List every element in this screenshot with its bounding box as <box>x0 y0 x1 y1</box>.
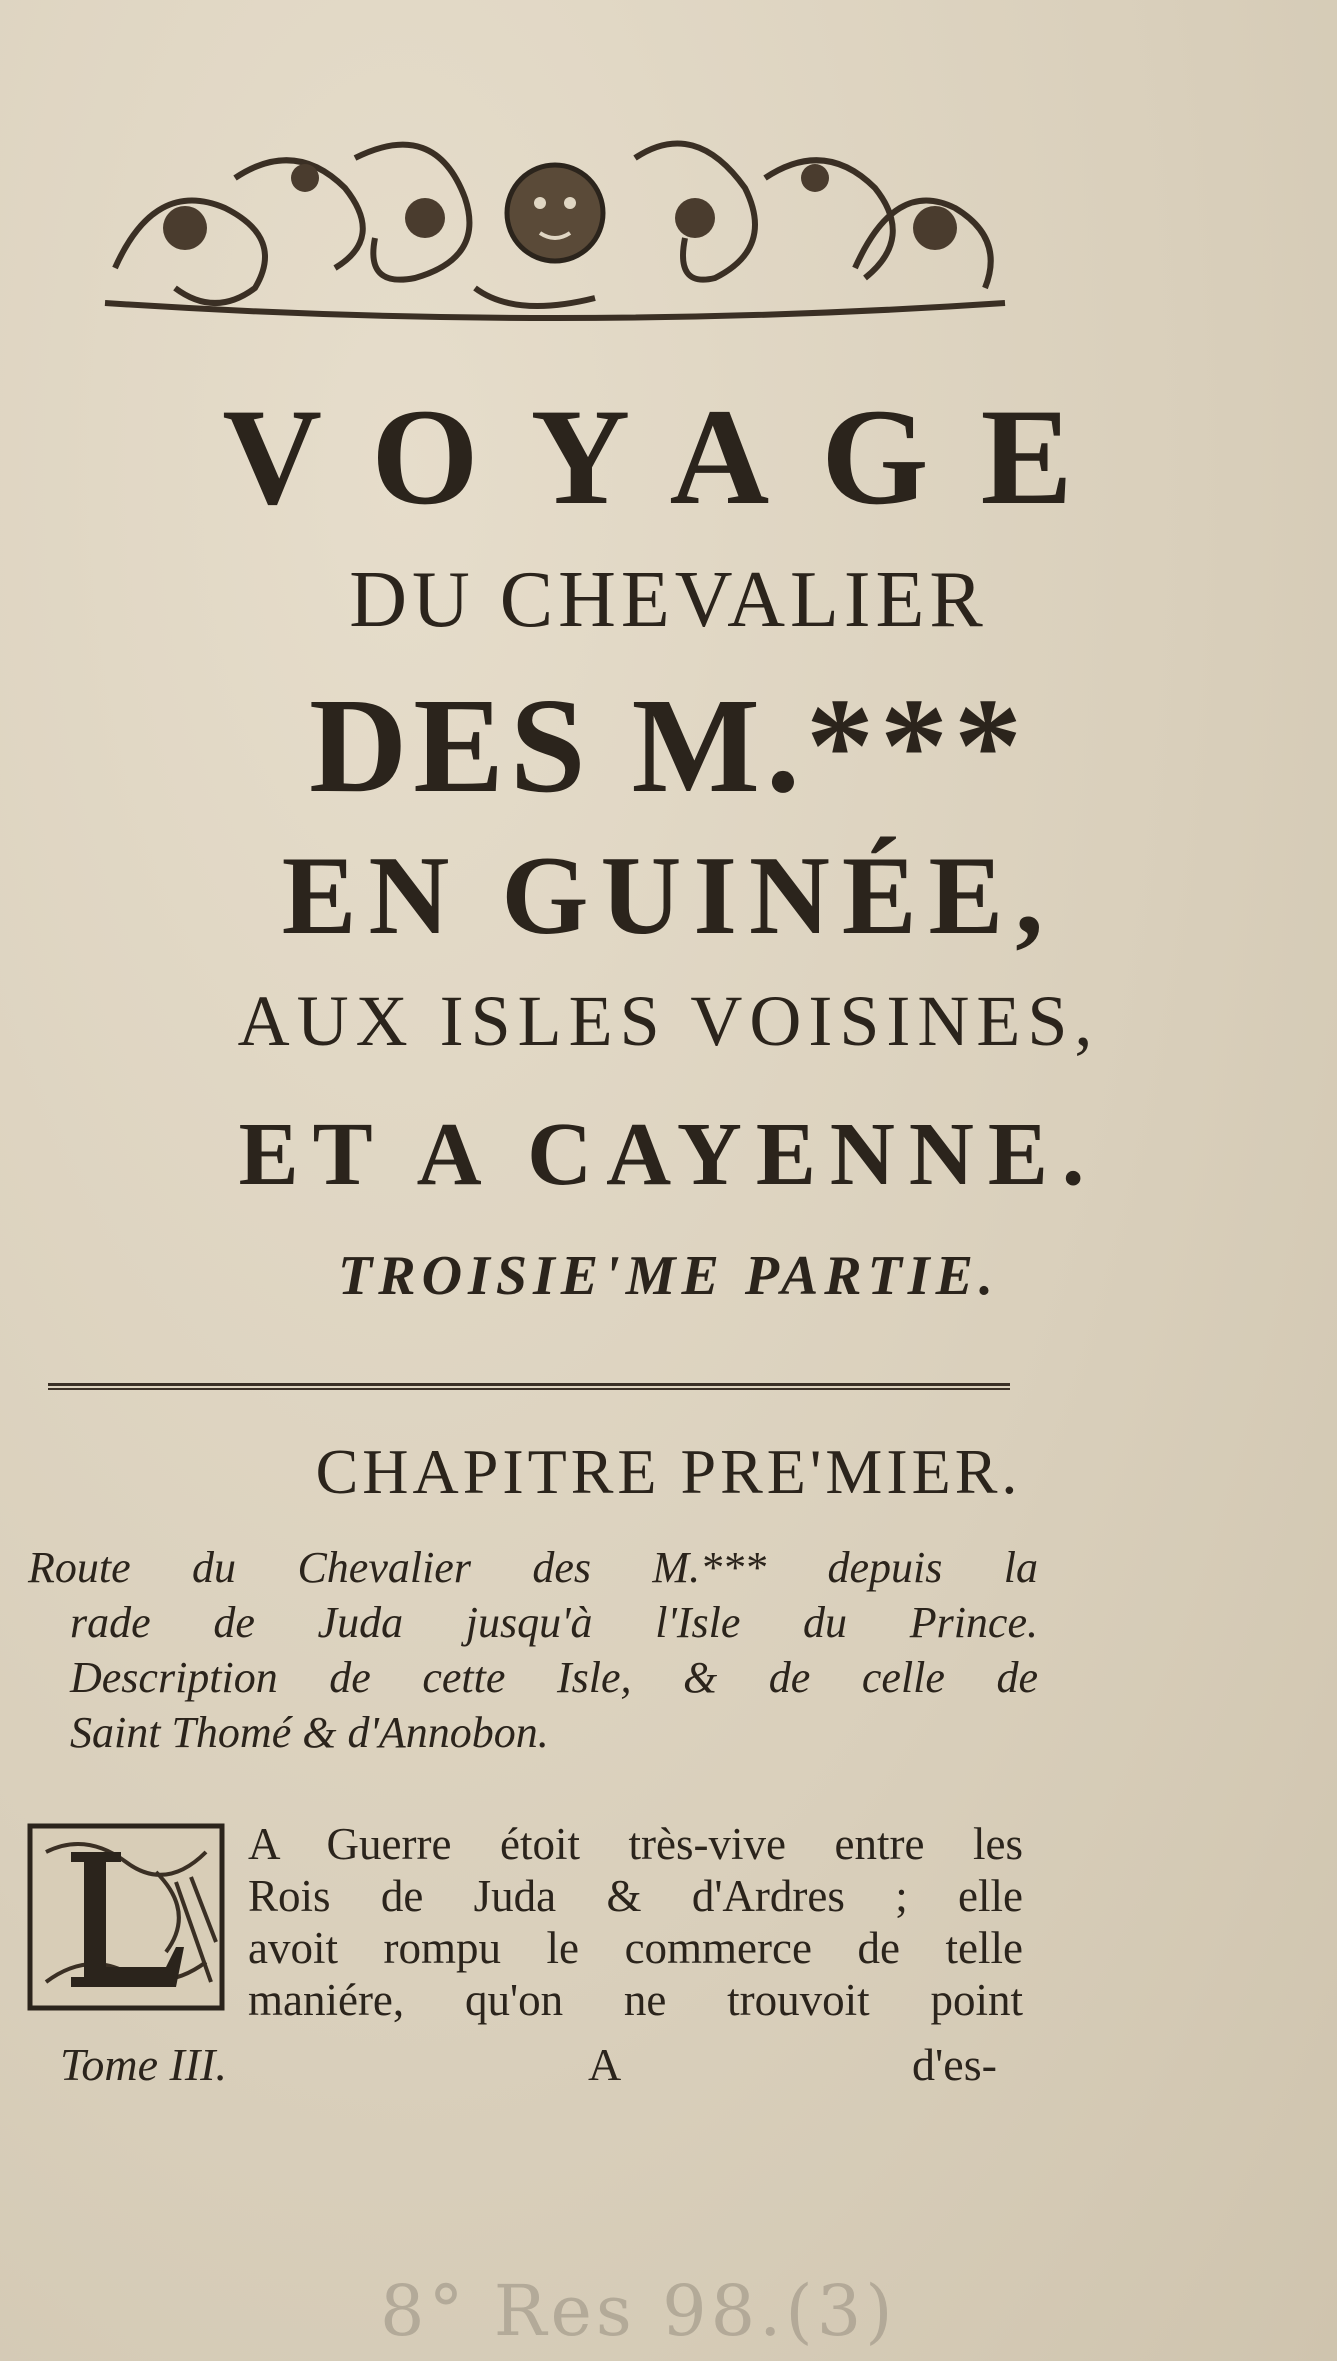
body-paragraph <box>248 1818 1023 2026</box>
chapter-heading: CHAPITRE PRE'MIER. <box>315 1436 1022 1507</box>
title-line-et-a-cayenne: ET A CAYENNE. <box>238 1105 1099 1204</box>
library-shelfmark: 8° Res 98.(3) <box>380 2270 897 2352</box>
title-line-des-m: DES M.*** <box>309 671 1028 821</box>
catchword: d'es- <box>912 2039 997 2090</box>
title-line-aux-isles: AUX ISLES VOISINES, <box>237 981 1100 1061</box>
summary-line: rade de Juda jusqu'à l'Isle du Prince. <box>70 1598 1038 1647</box>
chapter-summary <box>28 1540 1038 1760</box>
title-line-voyage: VOYAGE <box>222 380 1125 533</box>
summary-line: Route du Chevalier des M.*** depuis la <box>28 1543 1038 1592</box>
part-title: TROISIE'ME PARTIE. <box>338 1245 999 1307</box>
body-line: maniére, qu'on ne trouvoit point <box>248 1975 1023 2025</box>
title-line-en-guinee: EN GUINÉE, <box>281 834 1056 958</box>
body-line: avoit rompu le commerce de telle <box>248 1923 1023 1973</box>
body-line: A Guerre étoit très-vive entre les <box>248 1819 1023 1869</box>
decorated-initial-L-icon <box>26 1822 226 2012</box>
volume-number: Tome III. <box>60 2039 227 2090</box>
body-line: Rois de Juda & d'Ardres ; elle <box>248 1871 1023 1921</box>
title-line-du-chevalier: DU CHEVALIER <box>349 556 988 644</box>
ornamental-headpiece-icon <box>95 118 1015 323</box>
summary-line: Description de cette Isle, & de celle de <box>70 1653 1038 1702</box>
double-rule-divider <box>48 1383 1010 1390</box>
signature-mark: A <box>588 2039 622 2090</box>
summary-line: Saint Thomé & d'Annobon. <box>70 1708 549 1757</box>
